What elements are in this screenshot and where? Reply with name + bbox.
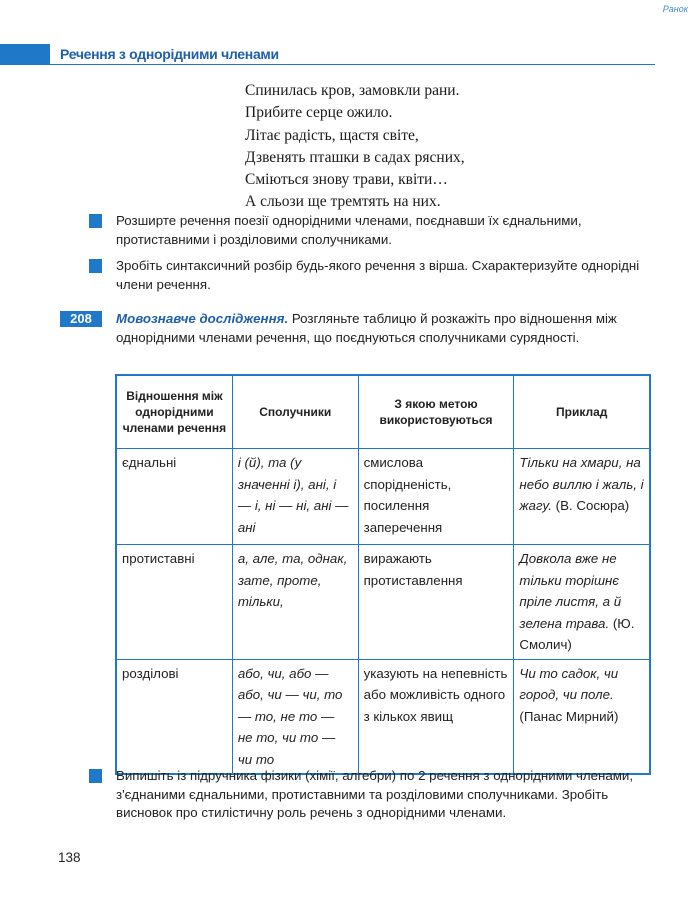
example-text: Тільки на хмари, на небо виллю і жаль, і жагу. — [519, 455, 644, 513]
relation-type: єднальні — [116, 449, 232, 545]
conjunctions-table — [115, 374, 651, 775]
task-marker-icon — [89, 214, 102, 228]
table-header-cell: Сполучники — [232, 375, 358, 449]
publisher-logo: Ранок — [662, 4, 688, 14]
exercise-number: 208 — [60, 311, 102, 327]
example-cell — [514, 449, 650, 545]
poem-line: Прибите серце ожило. — [245, 104, 393, 122]
poem-line: Дзвенять пташки в садах рясних, — [245, 148, 465, 166]
conjunctions-cell: а, але, та, однак, зате, проте, тільки, — [232, 545, 358, 660]
task-expand-sentences — [116, 212, 656, 249]
poem — [245, 80, 465, 214]
task-write-out — [116, 767, 656, 823]
table-header-cell: Відношення між однорідними членами речення — [116, 375, 232, 449]
purpose-cell: указують на непевність або можливість одного з кількох явищ — [358, 659, 514, 774]
example-author: (Панас Мирний) — [519, 708, 619, 724]
example-author: (Ю. Смолич) — [519, 615, 635, 652]
table-header-cell: З якою метою використовуються — [358, 375, 514, 449]
task-marker-icon — [89, 769, 102, 783]
example-cell — [514, 659, 650, 774]
header-accent-block — [0, 44, 50, 64]
poem-line: А сльози ще тремтять на них. — [245, 193, 441, 211]
relation-type: протиставні — [116, 545, 232, 660]
task-marker-icon — [89, 259, 102, 273]
exercise-208 — [70, 310, 656, 347]
section-header — [0, 44, 655, 65]
poem-line: Літає радість, щастя світе, — [245, 126, 419, 144]
table-header-row — [116, 375, 650, 449]
table-header-cell: Приклад — [514, 375, 650, 449]
example-cell — [514, 545, 650, 660]
task-text: Зробіть синтаксичний розбір будь-якого речення з вірша. Схарактеризуйте однорідні члени речення. — [116, 258, 640, 292]
table-row — [116, 545, 650, 660]
purpose-cell: виражають протиставлення — [358, 545, 514, 660]
table-row — [116, 659, 650, 774]
conjunctions-cell: і (й), та (у значенні і), ані, і — і, ні — ні, ані — ані — [232, 449, 358, 545]
exercise-lead: Мовознавче дослідження. — [116, 311, 289, 326]
purpose-cell: смислова спорідненість, посилення заперечення — [358, 449, 514, 545]
table-row — [116, 449, 650, 545]
page-number: 138 — [58, 850, 81, 865]
exercise-text: Розгляньте таблицю й розкажіть про відношення між однорідними членами речення, що поєднуються сполучниками сурядності. — [116, 311, 617, 345]
task-text: Випишіть із підручника фізики (хімії, алгебри) по 2 речення з однорідними членами, з'єднаними єднальними, протиставними та розділовими сполучниками. Зробіть висновок про стилістичну роль речень з однорідними членами. — [116, 768, 634, 820]
task-text: Розширте речення поезії однорідними членами, поєднавши їх єднальними, протиставними і розділовими сполучниками. — [116, 213, 582, 247]
poem-line: Сміються знову трави, квіти… — [245, 171, 448, 189]
relation-type: розділові — [116, 659, 232, 774]
section-title: Речення з однорідними членами — [60, 46, 279, 62]
example-author: (В. Сосюра) — [555, 498, 630, 513]
poem-line: Спинилась кров, замовкли рани. — [245, 82, 460, 99]
conjunctions-cell: або, чи, або — або, чи — чи, то — то, не то — не то, чи то — чи то — [232, 659, 358, 774]
example-text: Чи то садок, чи город, чи поле. — [519, 665, 619, 702]
example-text: Довкола вже не тільки торішнє пріле листя, а й зелена трава. — [519, 551, 622, 631]
task-syntax-analysis — [116, 257, 656, 294]
